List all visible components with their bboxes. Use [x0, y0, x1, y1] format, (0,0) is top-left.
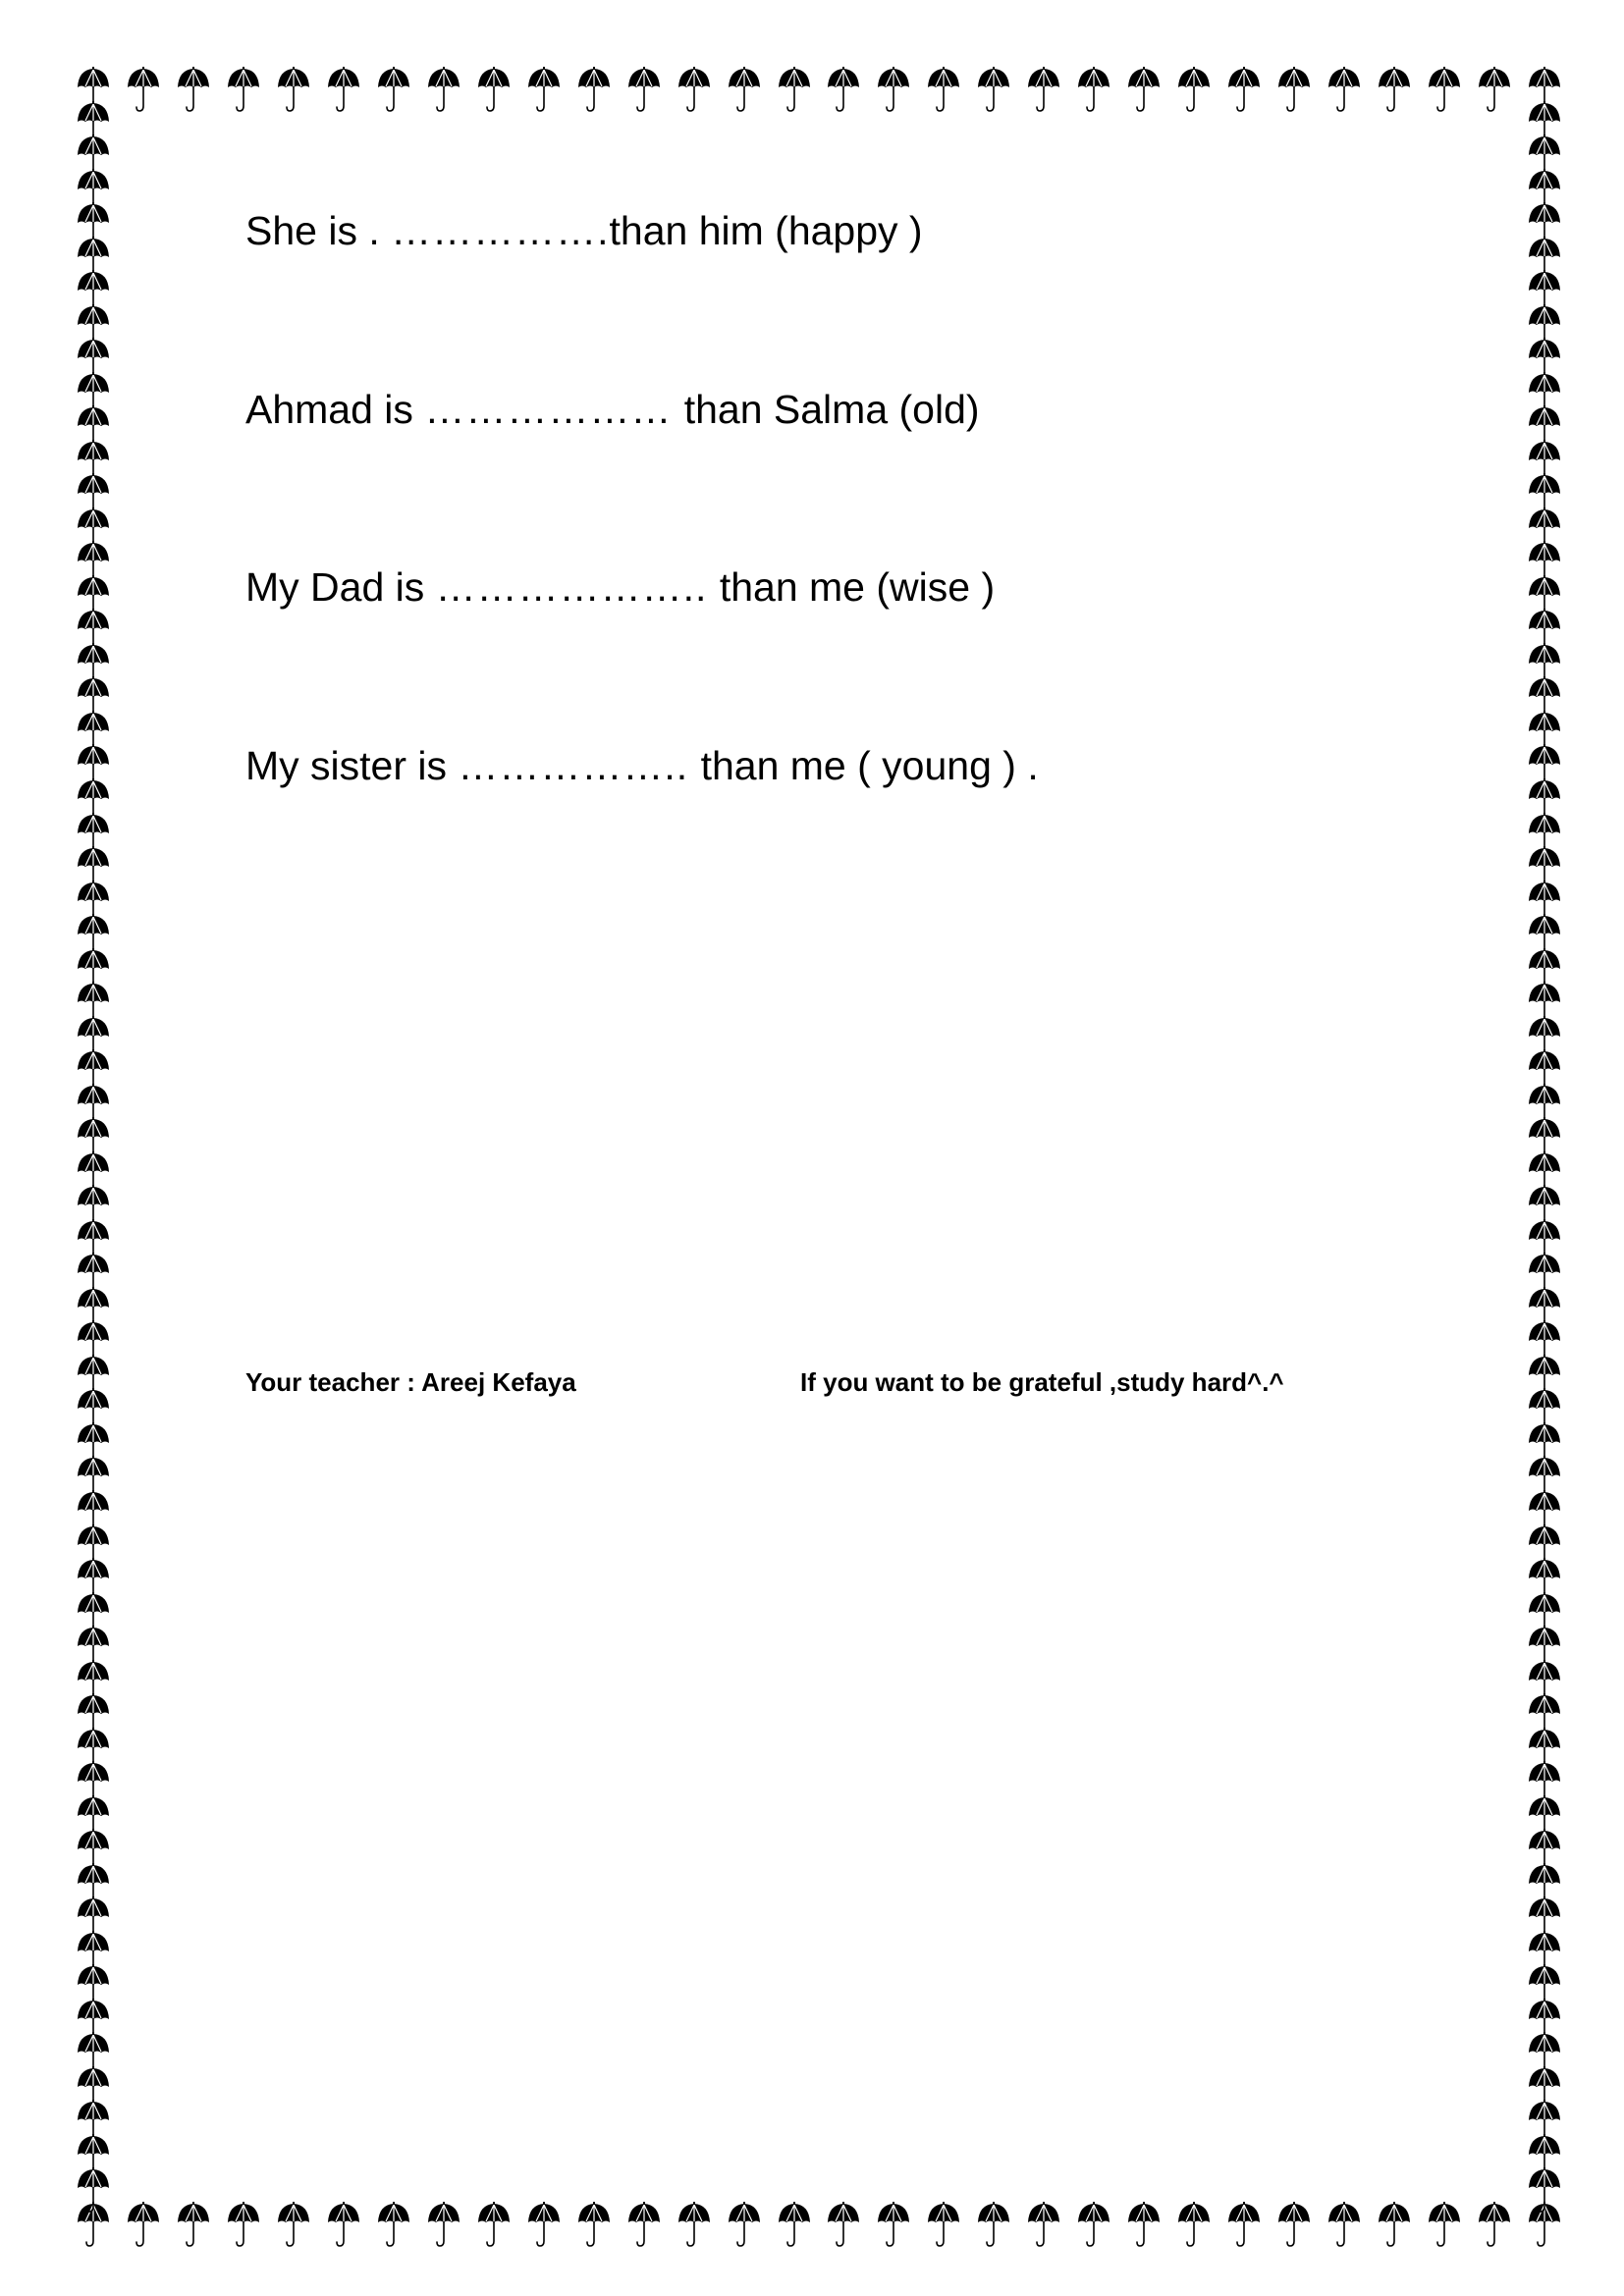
umbrella-icon — [1227, 67, 1261, 114]
umbrella-icon — [827, 2202, 860, 2249]
umbrella-icon — [1478, 67, 1511, 114]
umbrella-icon — [877, 2202, 910, 2249]
umbrella-icon — [977, 2202, 1010, 2249]
umbrella-icon — [1528, 2167, 1561, 2215]
umbrella-icon — [477, 2202, 511, 2249]
umbrella-icon — [677, 2202, 711, 2249]
umbrella-icon — [377, 67, 410, 114]
umbrella-icon — [1227, 2202, 1261, 2249]
exercise-2-text-after: than Salma (old) — [683, 387, 980, 432]
umbrella-icon — [977, 67, 1010, 114]
umbrella-icon — [677, 67, 711, 114]
motto-text: If you want to be grateful ,study hard^.^ — [800, 1367, 1284, 1397]
umbrella-icon — [377, 2202, 410, 2249]
umbrella-icon — [1177, 67, 1211, 114]
umbrella-icon — [577, 67, 611, 114]
exercise-sentence-4 — [245, 741, 1039, 790]
umbrella-icon — [1378, 67, 1411, 114]
exercise-2-text-before: Ahmad is — [245, 387, 425, 432]
exercise-4-text-before: My sister is — [245, 743, 459, 788]
exercise-1-text-before: She is . — [245, 208, 392, 253]
exercise-2-blank[interactable]: ……………… — [424, 387, 684, 432]
umbrella-icon — [327, 2202, 360, 2249]
umbrella-icon — [1327, 67, 1361, 114]
exercise-1-blank[interactable]: ……………. — [391, 208, 610, 253]
umbrella-icon — [627, 2202, 661, 2249]
umbrella-icon — [1077, 67, 1110, 114]
exercise-3-text-before: My Dad is — [245, 564, 436, 610]
exercise-4-text-after: than me ( young ) . — [700, 743, 1039, 788]
umbrella-icon — [778, 67, 811, 114]
exercise-sentence-3 — [245, 562, 995, 612]
umbrella-icon — [1428, 2202, 1461, 2249]
umbrella-icon — [827, 67, 860, 114]
umbrella-icon — [1077, 2202, 1110, 2249]
umbrella-icon — [1027, 2202, 1060, 2249]
umbrella-icon — [1277, 2202, 1311, 2249]
umbrella-icon — [427, 67, 460, 114]
umbrella-icon — [627, 67, 661, 114]
umbrella-icon — [927, 67, 960, 114]
umbrella-icon — [77, 2167, 110, 2215]
umbrella-icon — [477, 67, 511, 114]
umbrella-icon — [1127, 67, 1161, 114]
exercise-sentence-1 — [245, 206, 923, 255]
umbrella-icon — [1177, 2202, 1211, 2249]
teacher-credit: Your teacher : Areej Kefaya — [245, 1367, 576, 1397]
exercise-4-blank[interactable]: …………….. — [458, 743, 701, 788]
umbrella-icon — [1327, 2202, 1361, 2249]
umbrella-icon — [277, 67, 310, 114]
umbrella-icon — [577, 2202, 611, 2249]
umbrella-icon — [227, 2202, 260, 2249]
umbrella-icon — [227, 67, 260, 114]
umbrella-icon — [427, 2202, 460, 2249]
exercise-sentence-2 — [245, 385, 980, 434]
umbrella-icon — [527, 2202, 561, 2249]
umbrella-icon — [877, 67, 910, 114]
umbrella-icon — [1378, 2202, 1411, 2249]
umbrella-icon — [1478, 2202, 1511, 2249]
umbrella-icon — [728, 67, 761, 114]
umbrella-icon — [177, 67, 210, 114]
umbrella-icon — [177, 2202, 210, 2249]
umbrella-icon — [927, 2202, 960, 2249]
umbrella-icon — [1027, 67, 1060, 114]
umbrella-icon — [728, 2202, 761, 2249]
exercise-3-blank[interactable]: ……………….. — [435, 564, 720, 610]
umbrella-icon — [127, 67, 160, 114]
umbrella-icon — [127, 2202, 160, 2249]
umbrella-icon — [1127, 2202, 1161, 2249]
umbrella-icon — [527, 67, 561, 114]
exercise-3-text-after: than me (wise ) — [719, 564, 996, 610]
umbrella-icon — [1428, 67, 1461, 114]
exercise-1-text-after: than him (happy ) — [609, 208, 923, 253]
umbrella-icon — [778, 2202, 811, 2249]
umbrella-icon — [277, 2202, 310, 2249]
umbrella-icon — [1277, 67, 1311, 114]
umbrella-icon — [327, 67, 360, 114]
